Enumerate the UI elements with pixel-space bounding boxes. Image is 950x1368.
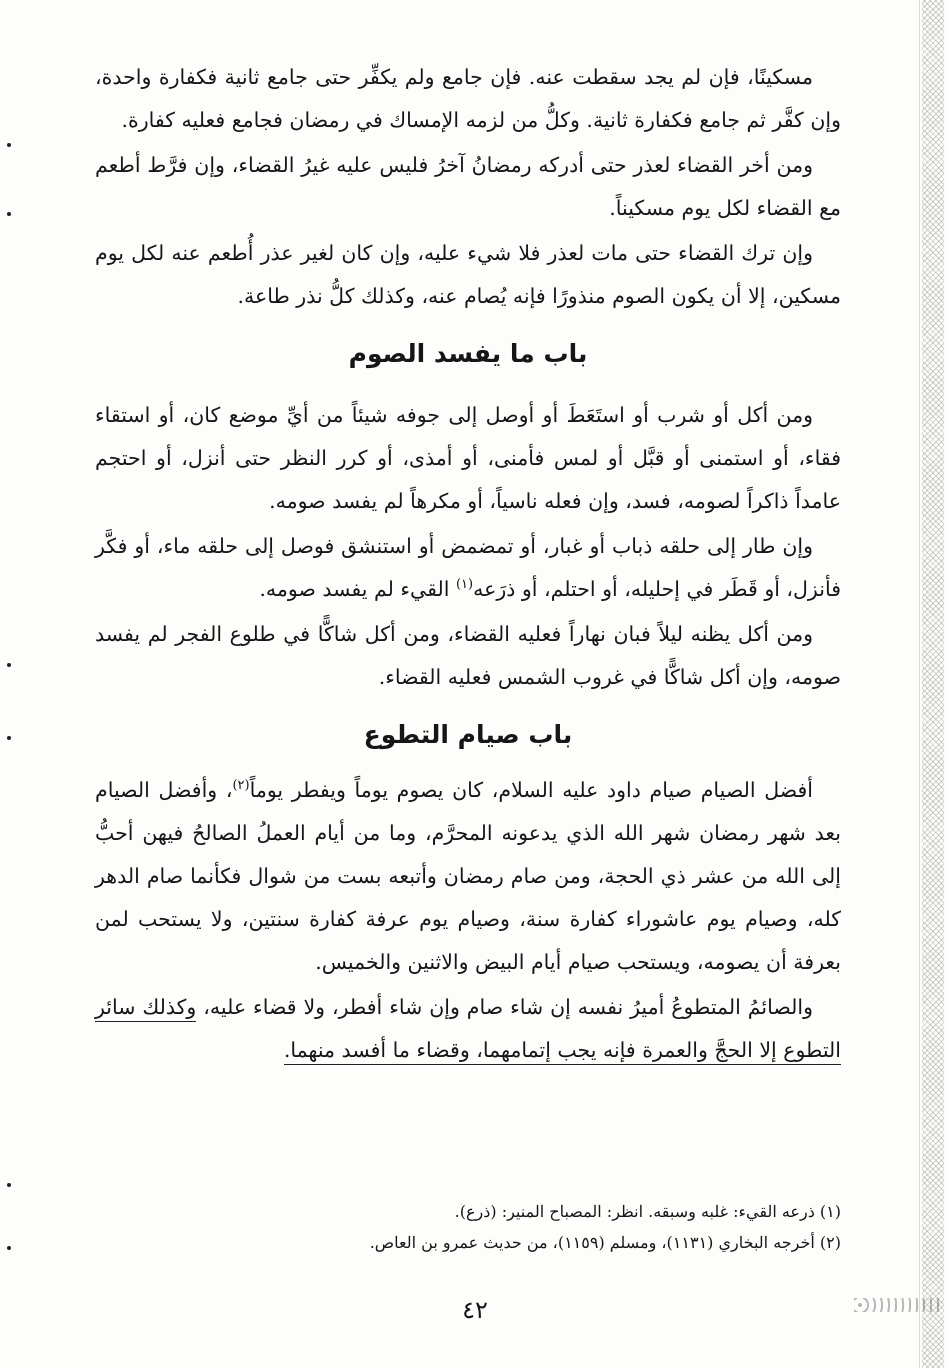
footnote-marker: (٢) xyxy=(232,778,250,794)
footnote: (١) ذرعه القيء: غلبه وسبقه. انظر: المصباح المنير: (ذرع). xyxy=(454,1202,841,1221)
footnote: (٢) أخرجه البخاري (١١٣١)، ومسلم (١١٥٩)، من حديث عمرو بن العاص. xyxy=(369,1233,841,1252)
section-heading: باب ما يفسد الصوم xyxy=(348,339,588,368)
page-edge-line xyxy=(919,0,920,1368)
paragraph xyxy=(95,525,841,611)
paragraph: ومن أخر القضاء لعذر حتى أدركه رمضانُ آخرُ فليس عليه غيرُ القضاء، وإن فرَّط أطعم مع القضاء لكل يوم مسكيناً. xyxy=(95,153,841,220)
section-heading: باب صيام التطوع xyxy=(363,720,573,749)
page-number: ٤٢ xyxy=(462,1296,488,1324)
paragraph-text: أفضل الصيام صيام داود عليه السلام، كان يصوم يوماً ويفطر يوماً xyxy=(249,778,813,802)
paragraph-text: والصائمُ المتطوعُ أميرُ نفسه إن شاء صام وإن شاء أفطر، ولا قضاء عليه، xyxy=(196,995,814,1019)
paragraph: وإن ترك القضاء حتى مات لعذر فلا شيء عليه، وإن كان لغير عذر أُطعم عنه لكل يوم مسكين، إلا أن يكون الصوم منذورًا فإنه يُصام عنه، وكذلك كلُّ نذر طاعة. xyxy=(95,241,841,308)
main-text xyxy=(95,56,841,1074)
paragraph-text: القيء لم يفسد صومه. xyxy=(259,577,456,601)
paragraph-text: ، وأفضل الصيام بعد شهر رمضان شهر الله الذي يدعونه المحرَّم، وما من أيام العملُ الصالحُ فيهن أحبُّ إلى الله من عشر ذي الحجة، ومن صام رمضان وأتبعه بست من شوال فكأنما صام الدهر كله، وصيام يوم عاشوراء كفارة سنة، وصيام يوم عرفة كفارة سنتين، ولا يستحب لمن بعرفة أن يصومه، ويستحب صيام أيام البيض والاثنين والخميس. xyxy=(95,778,841,974)
footnote-marker: (١) xyxy=(455,577,474,593)
paragraph: مسكينًا، فإن لم يجد سقطت عنه. فإن جامع ولم يكفِّر حتى جامع ثانية فكفارة واحدة، وإن كفَّر ثم جامع فكفارة ثانية. وكلُّ من لزمه الإمساك في رمضان فجامع فعليه كفارة. xyxy=(95,65,841,132)
footnotes xyxy=(95,1196,841,1258)
paragraph xyxy=(95,986,841,1072)
paragraph xyxy=(95,769,841,984)
paragraph: ومن أكل يظنه ليلاً فبان نهاراً فعليه القضاء، ومن أكل شاكًّا في طلوع الفجر لم يفسد صومه، وإن أكل شاكًّا في غروب الشمس فعليه القضاء. xyxy=(95,622,841,689)
underlined-text: وكذلك سائر التطوع إلا الحجَّ والعمرة فإنه يجب إتمامهما، وقضاء ما أفسد منهما. xyxy=(95,995,841,1065)
scanned-page-edge xyxy=(922,0,944,1368)
paragraph-text: وإن طار إلى حلقه ذباب أو غبار، أو تمضمض أو استنشق فوصل إلى حلقه ماء، أو فكَّر فأنزل، أو قَطَر في إحليله، أو احتلم، أو ذرَعه xyxy=(95,534,841,601)
paragraph: ومن أكل أو شرب أو استَعَطَ أو أوصل إلى جوفه شيئاً من أيِّ موضع كان، أو استقاء فقاء، أو استمنى أو قبَّل أو لمس فأمنى، أو أمذى، أو كرر النظر حتى أنزل، أو احتجم عامداً ذاكراً لصومه، فسد، وإن فعله ناسياً، أو مكرهاً لم يفسد صومه. xyxy=(95,403,841,513)
